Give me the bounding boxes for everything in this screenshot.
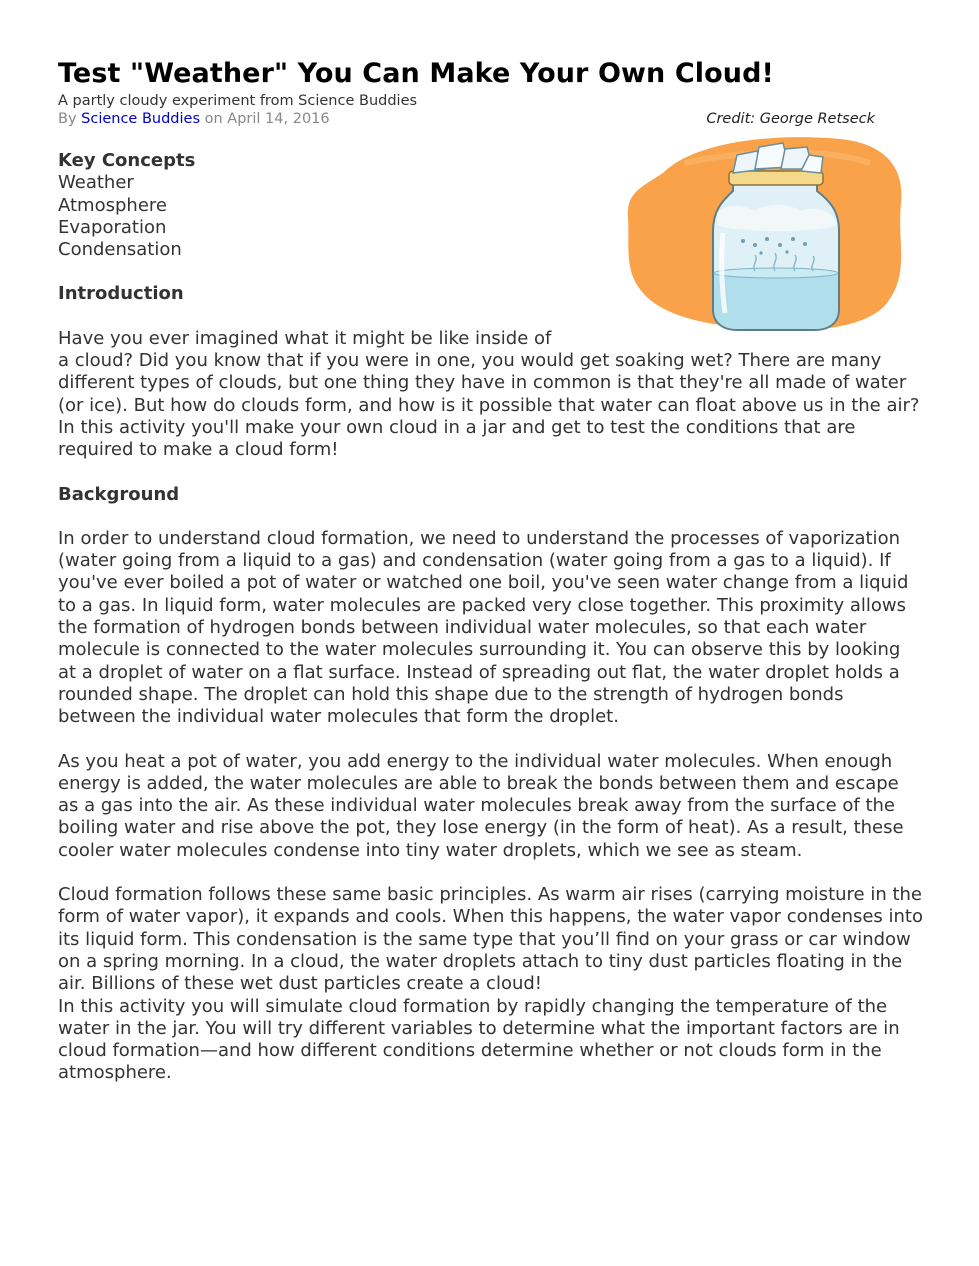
page-title: Test "Weather" You Can Make Your Own Cloud! <box>58 58 774 89</box>
key-concept-item: Condensation <box>58 239 182 261</box>
jar-lid <box>729 171 823 185</box>
key-concepts-heading: Key Concepts <box>58 150 196 171</box>
background-heading: Background <box>58 483 180 505</box>
article <box>58 56 923 1085</box>
byline <box>58 110 923 128</box>
background-paragraph-3: Cloud formation follows these same basic principles. As warm air rises (carrying moisture in the form of water vapor), it expands and cools. When this happens, the water vapor condenses into its liquid form. This condensation is the same type that you’ll find on your grass or car window on a spring morning. In a cloud, the water droplets attach to tiny dust particles floating in the air. Billions of these wet dust particles create a cloud! <box>58 884 924 995</box>
key-concepts <box>58 150 598 261</box>
background-paragraph-1: In order to understand cloud formation, we need to understand the processes of vaporization (water going from a liquid to a gas) and condensation (water going from a gas to a liquid). If you've ever boiled a pot of water or watched one boil, you've seen water change from a liquid to a gas. In liquid form, water molecules are packed very close together. This proximity allows the formation of hydrogen bonds between individual water molecules, so that each water molecule is connected to the water molecules surrounding it. You can observe this by looking at a droplet of water on a flat surface. Instead of spreading out flat, the water droplet holds a rounded shape. The droplet can hold this shape due to the strength of hydrogen bonds between the individual water molecules that form the droplet. <box>58 527 909 728</box>
background-paragraph-4: In this activity you will simulate cloud formation by rapidly changing the temperature of the water in the jar. You will try different variables to determine what the important factors are in cloud formation—and how different conditions determine whether or not clouds form in the atmosphere. <box>58 995 900 1084</box>
author-link[interactable]: Science Buddies <box>81 111 201 127</box>
byline-prefix: By <box>58 111 77 127</box>
introduction-heading: Introduction <box>58 283 184 305</box>
introduction-line1: Have you ever imagined what it might be like inside of <box>58 327 552 349</box>
key-concept-item: Weather <box>58 172 134 194</box>
cloud-in-jar-illustration <box>625 133 910 338</box>
image-credit: Credit: George Retseck <box>706 111 875 127</box>
background-section <box>58 484 923 1085</box>
article-subtitle: A partly cloudy experiment from Science Buddies <box>58 93 418 109</box>
key-concept-item: Evaporation <box>58 216 167 238</box>
key-concept-item: Atmosphere <box>58 194 167 216</box>
publish-date: on April 14, 2016 <box>204 111 330 127</box>
introduction-rest: a cloud? Did you know that if you were in one, you would get soaking wet? There are many different types of clouds, but one thing they have in common is that they're all made of water (or ice). But how do clouds form, and how is it possible that water can float above us in the air? In this activity you'll make your own cloud in a jar and get to test the conditions that are required to make a cloud form! <box>58 350 920 461</box>
jar-image <box>625 133 910 338</box>
jar-water <box>714 273 838 329</box>
introduction-paragraph <box>58 328 923 462</box>
background-paragraph-2: As you heat a pot of water, you add energy to the individual water molecules. When enough energy is added, the water molecules are able to break the bonds between them and escape as a gas into the air. As these individual water molecules break away from the surface of the boiling water and rise above the pot, they lose energy (in the form of heat). As a result, these cooler water molecules condense into tiny water droplets, which we see as steam. <box>58 750 904 861</box>
